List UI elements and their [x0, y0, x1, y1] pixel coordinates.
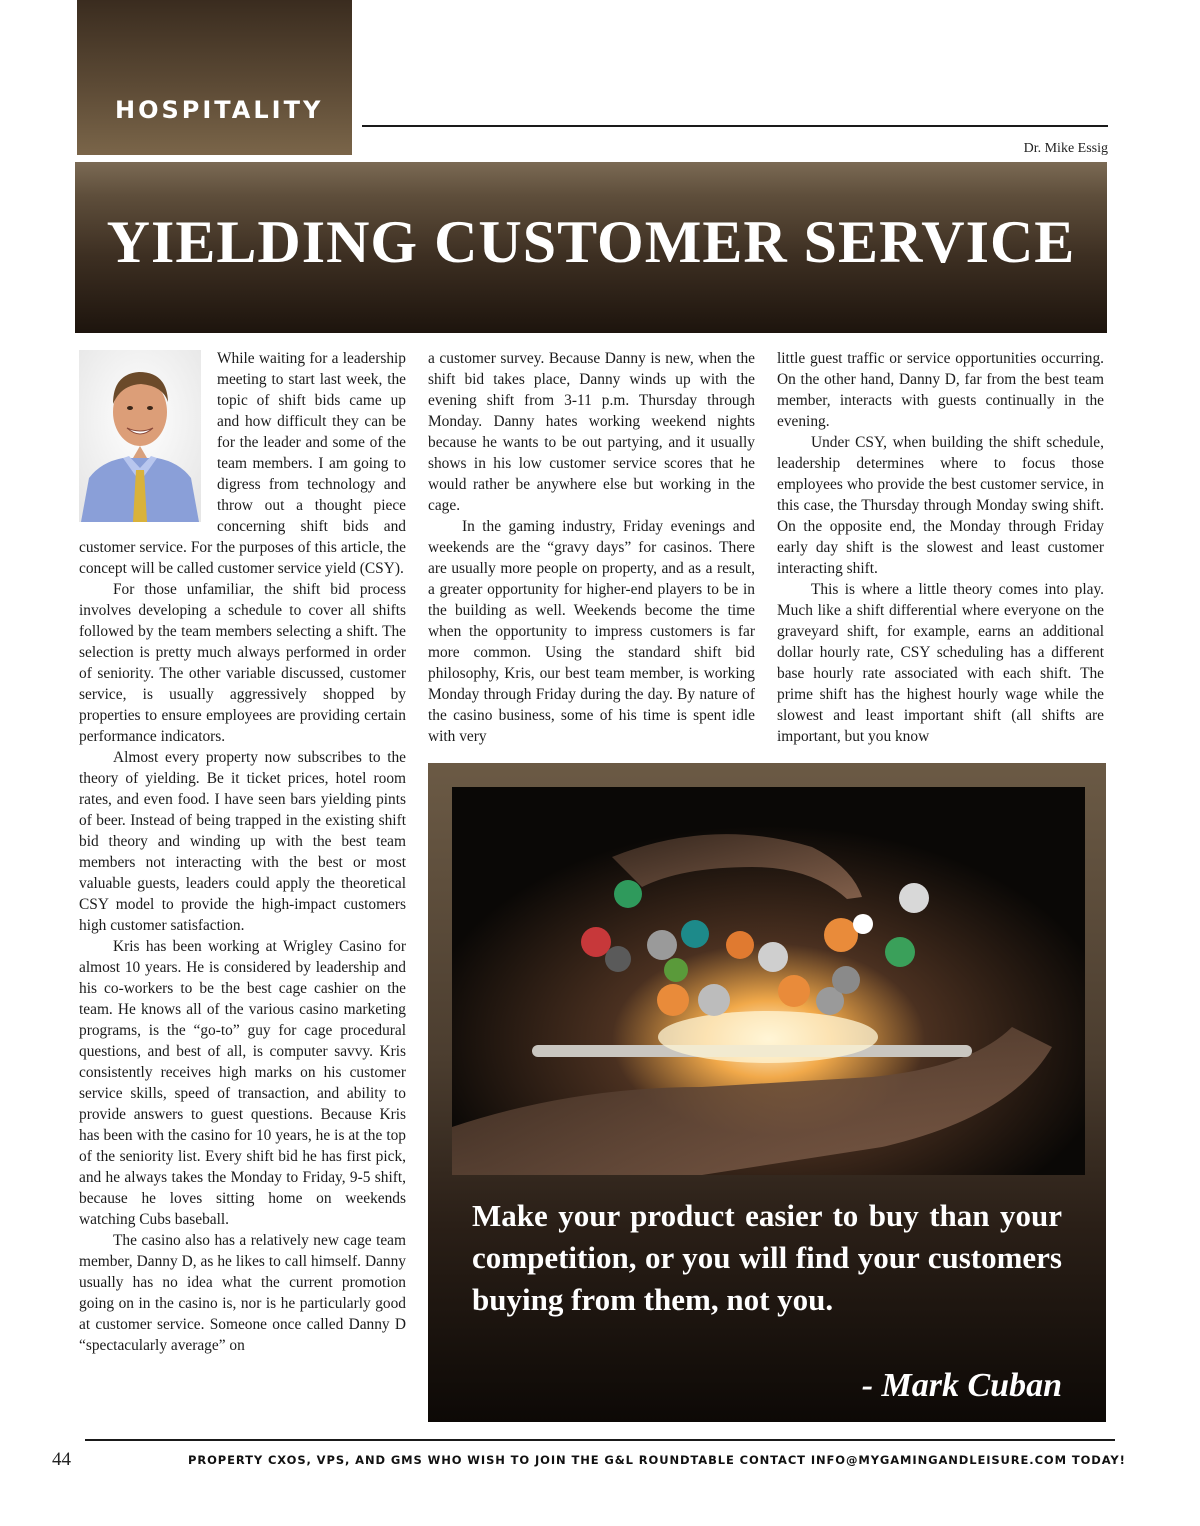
pull-quote-attribution: - Mark Cuban [861, 1367, 1062, 1404]
author-photo [79, 350, 201, 522]
footer-text: PROPERTY CXOS, VPS, AND GMS WHO WISH TO JOIN THE G&L ROUNDTABLE CONTACT INFO@MYGAMINGANDLEISURE.COM TODAY! [188, 1453, 1126, 1467]
pull-quote-text: Make your product easier to buy than your competition, or you will find your customers buying from them, not you. [472, 1198, 1062, 1317]
section-tab [77, 0, 352, 155]
article-column-3: little guest traffic or service opportunities occurring. On the other hand, Danny D, far from the best team member, interacts with guests continually in the evening. Under CSY, when building the shift schedule, leadership determines where to focus those employees who provide the best customer service, in this case, the Thursday through Monday swing shift. On the opposite end, the Monday through Friday early day shift is the slowest and least customer interacting shift. This is where a little theory comes into play. Much like a shift differential where everyone on the graveyard shift, for example, earns an additional dollar hourly rate, CSY scheduling has a different base hourly rate associated with each shift. The prime shift has the highest hourly wage while the slowest and least important shift (all shifts are important, but you know [777, 350, 1104, 745]
page-title: YIELDING CUSTOMER SERVICE [106, 209, 1076, 275]
title-banner [75, 162, 1107, 333]
article-column-2: a customer survey. Because Danny is new, when the shift bid takes place, Danny winds up with the evening shift from 3-11 p.m. Thursday through Monday. Danny hates working weekend nights because he wants to be out partying, and it usually shows in his low customer service scores that he would rather be anywhere else but working in the cage. In the gaming industry, Friday evenings and weekends are the “gravy days” for casinos. There are usually more people on property, and as a result, a greater opportunity for higher-end players to be in the building as well. Weekends become the time when the opportunity to impress customers is far more common. Using the standard shift bid philosophy, Kris, our best team member, is working Monday through Friday during the day. By nature of the casino business, some of his time is spent idle with very [428, 350, 755, 745]
section-label: HOSPITALITY [115, 96, 324, 124]
header-rule [362, 125, 1108, 127]
pull-quote-box [428, 763, 1106, 1422]
footer-rule [85, 1439, 1115, 1441]
author-byline: Dr. Mike Essig [1023, 141, 1108, 156]
article-column-1: While waiting for a leadership meeting to start last week, the topic of shift bids came up and how difficult they can be for the leader and some of the team members. I am going to digress from technology and throw out a thought piece concerning shift bids and customer service. For the purposes of this article, the concept will be called customer service yield (CSY). For those unfamiliar, the shift bid process involves developing a schedule to cover all shifts followed by the team members selecting a shift. The selection is pretty much always performed in order of seniority. The other variable discussed, customer service, is usually aggressively shopped by properties to ensure employees are providing certain performance indicators. Almost every property now subscribes to the theory of yielding. Be it ticket prices, hotel room rates, and even food. I have seen bars yielding pints of beer. Instead of being trapped in the existing shift bid theory and winding up with the best team members not interacting with the best or most valuable guests, leaders could apply the theoretical CSY model to provide the high-impact customers high customer satisfaction. Kris has been working at Wrigley Casino for almost 10 years. He is considered by leadership and his co-workers to be the best cage cashier on the team. He knows all of the various casino marketing programs, is the “go-to” guy for cage procedural questions, and best of all, is computer savvy. Kris consistently receives high marks on his customer service skills, speed of transaction, and ability to provide answers to guest questions. Because Kris has been with the casino for 10 years, he is at the top of the seniority list. Every shift bid he has first pick, and he always takes the Monday to Friday, 9-5 shift, because he loves sitting home on weekends watching Cubs baseball. The casino also has a relatively new cage team member, Danny D, as he likes to call himself. Danny usually has no idea what the current promotion going on in the casino is, nor is he particularly good at customer service. Someone once called Danny D “spectacularly average” on [79, 350, 406, 1354]
page-number: 44 [52, 1449, 71, 1470]
feature-image [452, 787, 1085, 1175]
